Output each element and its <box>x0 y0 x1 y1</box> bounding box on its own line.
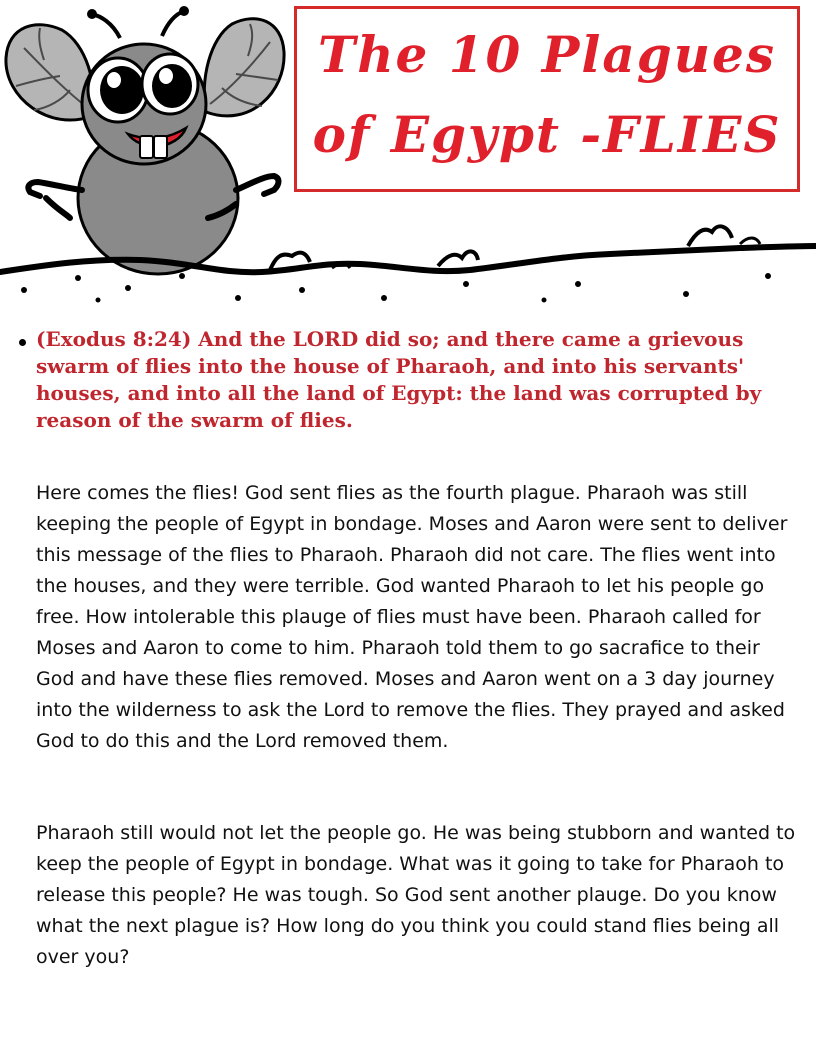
title-box <box>294 6 800 192</box>
left-wing <box>6 25 94 120</box>
cartoon-fly-icon <box>6 6 284 274</box>
scripture-verse: (Exodus 8:24) And the LORD did so; and there came a grievous swarm of flies into the house of Pharaoh, and into his servants' houses, and into all the land of Egypt: the land was corrupted by reason of the swarm of flies. <box>36 327 762 432</box>
fly-tooth-left <box>140 136 153 158</box>
ground-pebbles <box>21 273 771 303</box>
story-paragraph-1: Here comes the flies! God sent flies as the fourth plague. Pharaoh was still keeping the people of Egypt in bondage. Moses and Aaron were sent to deliver this message of the flies to Pharaoh. Pharaoh did not care. The flies went into the houses, and they were terrible. God wanted Pharaoh to let his people go free. How intolerable this plauge of flies must have been. Pharaoh called for Moses and Aaron to come to him. Pharaoh told them to go sacrafice to their God and have these flies removed. Moses and Aaron went on a 3 day journey into the wilderness to ask the Lord to remove the flies. They prayed and asked God to do this and the Lord removed them. <box>36 482 788 752</box>
verse-bullet <box>19 339 26 346</box>
fly-tooth-right <box>154 136 167 158</box>
page-title-line-1: The 10 Plagues <box>317 25 777 84</box>
story-paragraph-2: Pharaoh still would not let the people go. He was being stubborn and wanted to keep the people of Egypt in bondage. What was it going to take for Pharaoh to release this people? He was tough. So God sent another plauge. Do you know what the next plague is? How long do you think you could stand flies being all over you? <box>36 822 796 968</box>
page-title-line-2: of Egypt -FLIES <box>312 105 782 164</box>
right-wing <box>204 19 284 116</box>
